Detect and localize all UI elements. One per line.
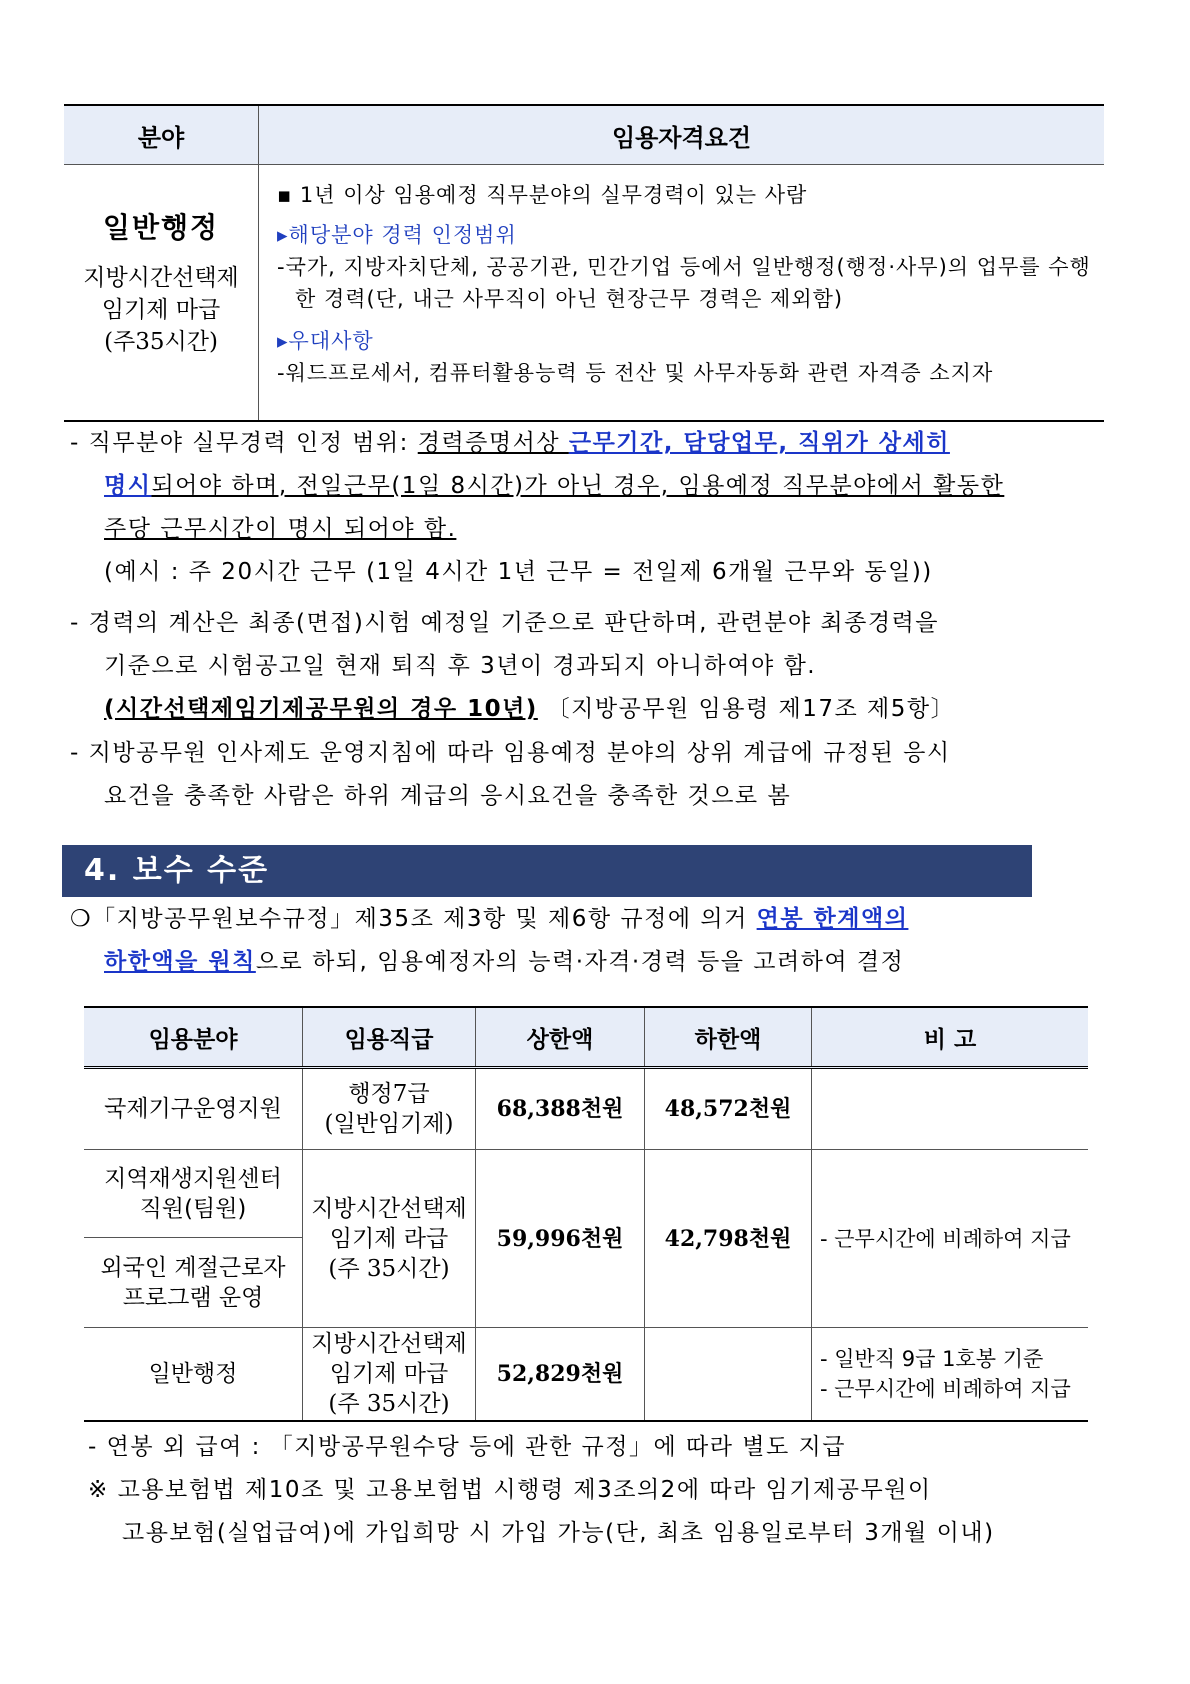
preference-item: -워드프로세서, 컴퓨터활용능력 등 전산 및 사무자동화 관련 자격증 소지자 <box>277 361 994 385</box>
section-preference: ▸우대사항 <box>277 329 374 353</box>
section-4-paragraph: ❍「지방공무원보수규정」제35조 제3항 및 제6항 규정에 의거 연봉 한계액의 하한액을 원칙으로 하되, 임용예정자의 능력·자격·경력 등을 고려하여 결정 <box>70 906 909 975</box>
col-note: 비 고 <box>812 1007 1089 1068</box>
note-hr-guideline: - 지방공무원 인사제도 운영지침에 따라 임용예정 분야의 상위 계급에 규정된 응시 요건을 충족한 사람은 하위 계급의 응시요건을 충족한 것으로 봄 <box>70 740 951 809</box>
note-career-calc: - 경력의 계산은 최종(면접)시험 예정일 기준으로 판단하며, 관련분야 최종경력을 기준으로 시험공고일 현재 퇴직 후 3년이 경과되지 아니하여야 함. (시간선택제임기제공무원의 경우 10년) 〔지방공무원 임용령 제17조 제5항〕 <box>70 610 956 722</box>
table-row: 국제기구운영지원 행정7급 (일반임기제) 68,388천원 48,572천원 <box>84 1068 1088 1150</box>
field-sub-3: (주35시간) <box>104 329 218 355</box>
section-career-range: ▸해당분야 경력 인정범위 <box>277 223 517 247</box>
table-row: 외국인 계절근로자 프로그램 운영 <box>84 1238 1088 1328</box>
salary-table <box>84 1006 1088 1422</box>
career-range-item: -국가, 지방자치단체, 공공기관, 민간기업 등에서 일반행정(행정·사무)의 업무를 수행한 경력(단, 내근 사무직이 아닌 현장근무 경력은 제외함) <box>277 255 1091 311</box>
requirements-cell <box>259 165 1105 421</box>
note-career-range: - 직무분야 실무경력 인정 범위: 경력증명서상 근무기간, 담당업무, 직위가 상세히 명시되어야 하며, 전일근무(1일 8시간)가 아닌 경우, 임용예정 직무분야에서 활동한 주당 근무시간이 명시 되어야 함. (예시 : 주 20시간 근무 (1일 4시간 1년 근무 = 전일제 6개월 근무와 동일)) <box>70 430 1005 585</box>
field-main: 일반행정 <box>102 211 220 244</box>
footer-note-1: - 연봉 외 급여 : 「지방공무원수당 등에 관한 규정」에 따라 별도 지급 <box>88 1434 846 1460</box>
footer-note-3: 고용보험(실업급여)에 가입희망 시 가입 가능(단, 최초 임용일로부터 3개월 이내) <box>122 1520 995 1546</box>
requirement-bullet: ▪ 1년 이상 임용예정 직무분야의 실무경력이 있는 사람 <box>277 183 808 207</box>
header-field: 분야 <box>64 105 259 165</box>
col-lower: 하한액 <box>645 1007 812 1068</box>
field-sub-2: 임기제 마급 <box>101 297 221 323</box>
table-row: 지역재생지원센터 직원(팀원) 지방시간선택제 임기제 라급 (주 35시간) 59,996천원 42,798천원 - 근무시간에 비례하여 지급 <box>84 1150 1088 1238</box>
field-cell <box>64 165 259 421</box>
table-row: 일반행정 지방시간선택제 임기제 마급 (주 35시간) 52,829천원 - 일반직 9급 1호봉 기준 - 근무시간에 비례하여 지급 <box>84 1328 1088 1422</box>
col-field: 임용분야 <box>84 1007 303 1068</box>
footer-notes <box>88 1426 1088 1555</box>
col-grade: 임용직급 <box>303 1007 476 1068</box>
col-upper: 상한액 <box>476 1007 645 1068</box>
requirements-table <box>64 104 1104 422</box>
field-sub-1: 지방시간선택제 <box>83 265 239 291</box>
header-requirements: 임용자격요건 <box>259 105 1105 165</box>
footer-note-2: ※ 고용보험법 제10조 및 고용보험법 시행령 제3조의2에 따라 임기제공무원이 <box>88 1477 932 1503</box>
section-4-header: 4. 보수 수준 <box>62 845 1032 897</box>
